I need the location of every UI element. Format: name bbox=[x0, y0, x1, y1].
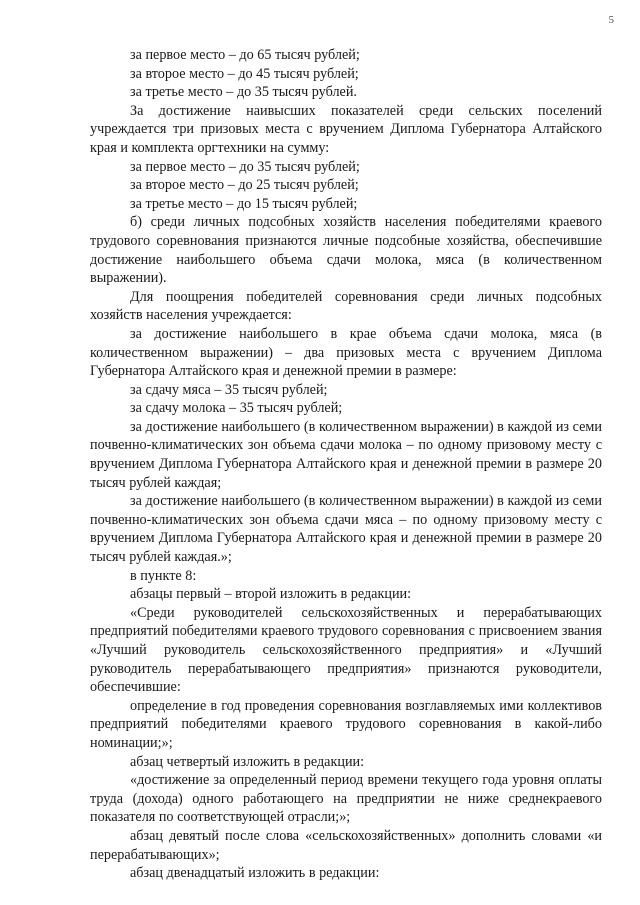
paragraph: За достижение наивысших показателей среди сельских поселений учреждается три призовых места с вручением Диплома Губернатора Алтайского края и комплекта оргтехники на сумму: bbox=[90, 102, 602, 156]
paragraph: «достижение за определенный период времени текущего года уровня оплаты труда (дохода) одного работающего на предприятии не ниже среднекраевого показателя по соответствующей отрасли;»; bbox=[90, 772, 602, 826]
paragraph: абзац девятый после слова «сельскохозяйственных» дополнить словами «и перерабатывающих»; bbox=[90, 827, 602, 863]
paragraph: за достижение наибольшего (в количественном выражении) в каждой из семи почвенно-климатических зон объема сдачи молока – по одному призовому месту с вручением Диплома Губернатора Алтайского края и денежной премии в размере 20 тысяч рублей каждая; bbox=[90, 418, 602, 491]
paragraph: за первое место – до 35 тысяч рублей; bbox=[130, 158, 360, 175]
paragraph: за первое место – до 65 тысяч рублей; bbox=[130, 47, 360, 63]
paragraph: за третье место – до 15 тысяч рублей; bbox=[130, 195, 358, 212]
paragraph: Для поощрения победителей соревнования среди личных подсобных хозяйств населения учреждается: bbox=[90, 288, 602, 324]
paragraph: абзац четвертый изложить в редакции: bbox=[130, 753, 365, 770]
paragraph: за второе место – до 25 тысяч рублей; bbox=[130, 177, 359, 194]
paragraph: за сдачу молока – 35 тысяч рублей; bbox=[130, 400, 343, 417]
paragraph: «Среди руководителей сельскохозяйственных и перерабатывающих предприятий победителями краевого трудового соревнования с присвоением звания «Лучший руководитель сельскохозяйственного предприятия» и «Лучший руководитель перерабатывающего предприятия» признаются руководители, обеспечившие: bbox=[90, 604, 602, 696]
paragraph: за достижение наибольшего (в количественном выражении) в каждой из семи почвенно-климатических зон объема сдачи мяса – по одному призовому месту с вручением Диплома Губернатора Алтайского края и денежной премии в размере 20 тысяч рублей каждая.»; bbox=[90, 493, 602, 566]
paragraph: б) среди личных подсобных хозяйств населения победителями краевого трудового соревнования признаются личные подсобные хозяйства, обеспечившие достижение наибольшего объема сдачи молока, мяса (в количественном выражении). bbox=[90, 214, 602, 287]
paragraph: в пункте 8: bbox=[130, 567, 197, 584]
document-body bbox=[90, 46, 602, 883]
paragraph: за второе место – до 45 тысяч рублей; bbox=[130, 65, 359, 82]
paragraph: определение в год проведения соревнования возглавляемых ими коллективов предприятий победителями краевого трудового соревнования в какой-либо номинации;»; bbox=[90, 697, 602, 751]
paragraph: за третье место – до 35 тысяч рублей. bbox=[130, 84, 357, 101]
page-number: 5 bbox=[608, 14, 614, 26]
paragraph: за достижение наибольшего в крае объема сдачи молока, мяса (в количественном выражении) – два призовых места с вручением Диплома Губернатора Алтайского края и денежной премии в размере: bbox=[90, 325, 602, 380]
paragraph: абзац двенадцатый изложить в редакции: bbox=[130, 865, 380, 882]
paragraph: за сдачу мяса – 35 тысяч рублей; bbox=[130, 381, 328, 398]
paragraph: абзацы первый – второй изложить в редакции: bbox=[130, 586, 412, 603]
